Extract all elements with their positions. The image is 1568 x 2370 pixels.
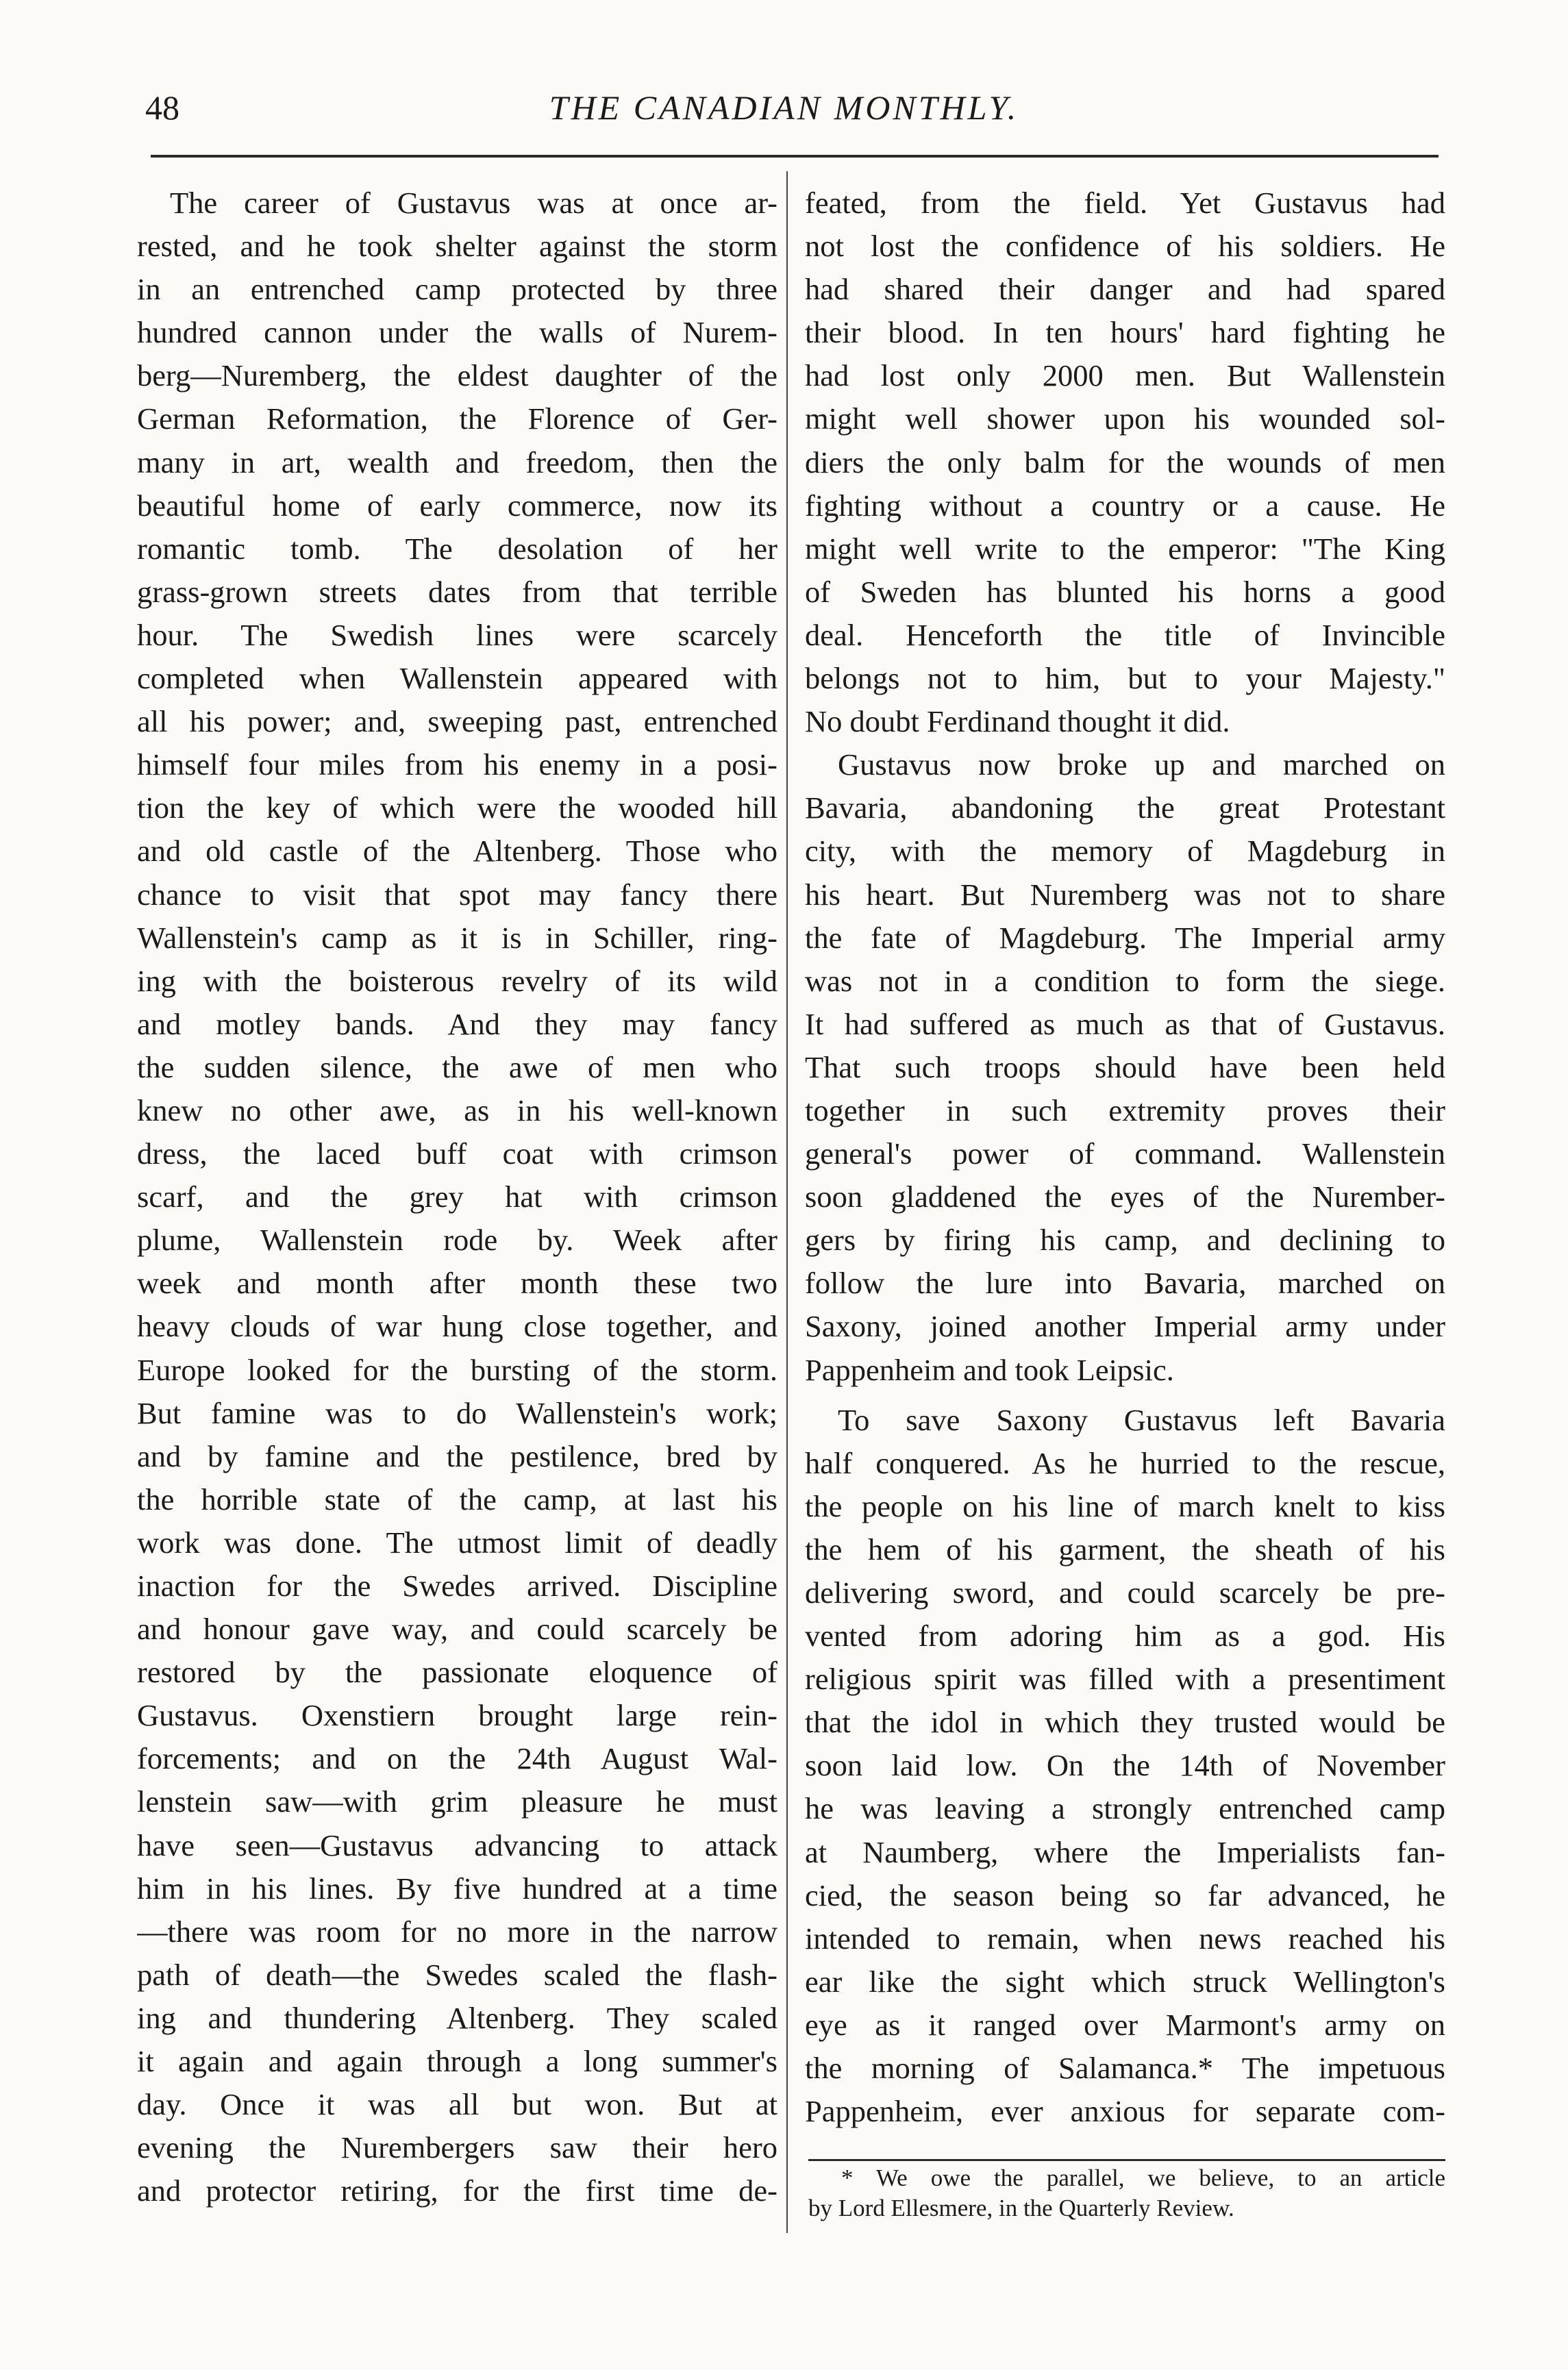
text-line: To save Saxony Gustavus left Bavaria [838, 1402, 1445, 1437]
text-line: Pappenheim and took Leipsic. [805, 1352, 1174, 1387]
text-line: romantic tomb. The desolation of her [137, 531, 777, 566]
text-line: have seen—Gustavus advancing to attack [137, 1828, 777, 1862]
text-line: beautiful home of early commerce, now its [137, 488, 777, 523]
text-line: and protector retiring, for the first time de- [137, 2173, 777, 2208]
text-line: himself four miles from his enemy in a posi- [137, 747, 777, 782]
text-line: rested, and he took shelter against the storm [137, 229, 777, 264]
text-line: —there was room for no more in the narrow [137, 1914, 777, 1949]
text-line: ing with the boisterous revelry of its wild [137, 963, 777, 998]
text-line: their blood. In ten hours' hard fighting he [805, 315, 1445, 350]
text-line: Saxony, joined another Imperial army under [805, 1309, 1445, 1344]
text-line: intended to remain, when news reached his [805, 1921, 1445, 1956]
text-line: at Naumberg, where the Imperialists fan- [805, 1834, 1445, 1869]
column-divider [786, 171, 788, 2233]
text-line: religious spirit was filled with a presentiment [805, 1662, 1445, 1697]
text-line: hour. The Swedish lines were scarcely [137, 617, 777, 652]
text-line: gers by firing his camp, and declining to [805, 1223, 1445, 1258]
header-rule [151, 155, 1439, 158]
text-line: his heart. But Nuremberg was not to share [805, 877, 1445, 912]
text-line: completed when Wallenstein appeared with [137, 661, 777, 696]
text-line: together in such extremity proves their [805, 1093, 1445, 1127]
text-line: knew no other awe, as in his well-known [137, 1093, 777, 1127]
text-line: follow the lure into Bavaria, marched on [805, 1266, 1445, 1301]
text-line: of Sweden has blunted his horns a good [805, 574, 1445, 609]
left-column [137, 182, 777, 2212]
text-line: soon laid low. On the 14th of November [805, 1748, 1445, 1783]
text-line: was not in a condition to form the siege. [805, 963, 1445, 998]
text-line: not lost the confidence of his soldiers. He [805, 229, 1445, 264]
text-line: evening the Nurembergers saw their hero [137, 2130, 777, 2165]
text-line: restored by the passionate eloquence of [137, 1655, 777, 1690]
text-line: the people on his line of march knelt to kiss [805, 1488, 1445, 1523]
text-line: tion the key of which were the wooded hill [137, 790, 777, 825]
text-line: fighting without a country or a cause. He [805, 488, 1445, 523]
text-line: and by famine and the pestilence, bred by [137, 1438, 777, 1473]
text-line: the hem of his garment, the sheath of his [805, 1532, 1445, 1567]
text-line: deal. Henceforth the title of Invincible [805, 617, 1445, 652]
text-line: soon gladdened the eyes of the Nurember- [805, 1180, 1445, 1214]
text-line: The career of Gustavus was at once ar- [170, 186, 777, 220]
text-line: eye as it ranged over Marmont's army on [805, 2007, 1445, 2042]
text-line: Bavaria, abandoning the great Protestant [805, 790, 1445, 825]
text-line: and old castle of the Altenberg. Those who [137, 834, 777, 869]
text-line: and honour gave way, and could scarcely be [137, 1612, 777, 1647]
text-line: might well write to the emperor: "The King [805, 531, 1445, 566]
text-line: inaction for the Swedes arrived. Discipline [137, 1569, 777, 1603]
text-line: half conquered. As he hurried to the rescue, [805, 1445, 1445, 1480]
text-line: vented from adoring him as a god. His [805, 1619, 1445, 1654]
text-line: That such troops should have been held [805, 1049, 1445, 1084]
text-line: lenstein saw—with grim pleasure he must [137, 1784, 777, 1819]
text-line: all his power; and, sweeping past, entrenched [137, 704, 777, 739]
text-line: Wallenstein's camp as it is in Schiller, ring- [137, 920, 777, 955]
text-line: Gustavus now broke up and marched on [838, 747, 1445, 782]
footnote-rule [808, 2159, 1445, 2161]
footnote-line: * We owe the parallel, we believe, to an article [841, 2165, 1445, 2191]
text-line: plume, Wallenstein rode by. Week after [137, 1223, 777, 1258]
page-number: 48 [145, 88, 179, 127]
text-line: general's power of command. Wallenstein [805, 1136, 1445, 1171]
text-line: hundred cannon under the walls of Nurem- [137, 315, 777, 350]
text-line: the sudden silence, the awe of men who [137, 1049, 777, 1084]
text-line: ear like the sight which struck Wellington's [805, 1964, 1445, 1999]
text-line: Gustavus. Oxenstiern brought large rein- [137, 1698, 777, 1733]
text-line: and motley bands. And they may fancy [137, 1006, 777, 1041]
text-line: the morning of Salamanca.* The impetuous [805, 2051, 1445, 2086]
text-line: German Reformation, the Florence of Ger- [137, 401, 777, 436]
text-line: path of death—the Swedes scaled the flash- [137, 1957, 777, 1992]
text-line: cied, the season being so far advanced, he [805, 1878, 1445, 1912]
text-line: that the idol in which they trusted would be [805, 1705, 1445, 1740]
text-line: day. Once it was all but won. But at [137, 2087, 777, 2122]
text-line: Europe looked for the bursting of the storm. [137, 1352, 777, 1387]
text-line: belongs not to him, but to your Majesty." [805, 661, 1445, 696]
text-line: the horrible state of the camp, at last his [137, 1482, 777, 1517]
right-column [805, 182, 1445, 2133]
text-line: delivering sword, and could scarcely be pre- [805, 1575, 1445, 1610]
text-line: he was leaving a strongly entrenched camp [805, 1791, 1445, 1826]
text-line: the fate of Magdeburg. The Imperial army [805, 920, 1445, 955]
text-line: heavy clouds of war hung close together, and [137, 1309, 777, 1344]
text-line: berg—Nuremberg, the eldest daughter of the [137, 358, 777, 393]
footnote [808, 2163, 1445, 2223]
text-line: dress, the laced buff coat with crimson [137, 1136, 777, 1171]
text-line: scarf, and the grey hat with crimson [137, 1180, 777, 1214]
text-line: Pappenheim, ever anxious for separate com- [805, 2094, 1445, 2129]
text-line: forcements; and on the 24th August Wal- [137, 1741, 777, 1776]
text-line: had lost only 2000 men. But Wallenstein [805, 358, 1445, 393]
text-line: grass-grown streets dates from that terrible [137, 574, 777, 609]
text-line: it again and again through a long summer's [137, 2044, 777, 2079]
text-line: But famine was to do Wallenstein's work; [137, 1395, 777, 1430]
text-line: diers the only balm for the wounds of men [805, 445, 1445, 479]
text-line: ing and thundering Altenberg. They scaled [137, 2000, 777, 2035]
text-line: It had suffered as much as that of Gustavus. [805, 1006, 1445, 1041]
text-line: chance to visit that spot may fancy there [137, 877, 777, 912]
text-line: many in art, wealth and freedom, then the [137, 445, 777, 479]
text-line: city, with the memory of Magdeburg in [805, 834, 1445, 869]
footnote-line: by Lord Ellesmere, in the Quarterly Review. [808, 2195, 1234, 2221]
text-line: work was done. The utmost limit of deadly [137, 1525, 777, 1560]
text-line: week and month after month these two [137, 1266, 777, 1301]
text-line: might well shower upon his wounded sol- [805, 401, 1445, 436]
text-line: him in his lines. By five hundred at a time [137, 1871, 777, 1906]
text-line: had shared their danger and had spared [805, 272, 1445, 307]
text-line: No doubt Ferdinand thought it did. [805, 704, 1230, 739]
text-line: in an entrenched camp protected by three [137, 272, 777, 307]
text-line: feated, from the field. Yet Gustavus had [805, 186, 1445, 220]
running-head: THE CANADIAN MONTHLY. [549, 88, 1019, 127]
